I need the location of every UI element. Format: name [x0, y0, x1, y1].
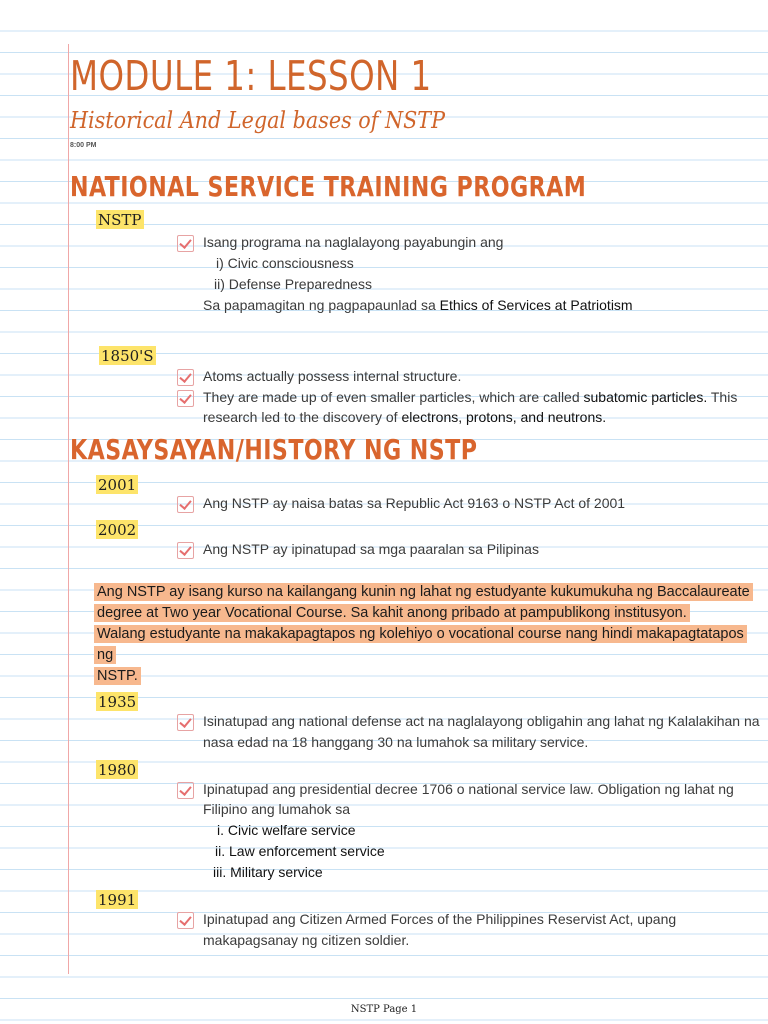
section-heading-nstp: NATIONAL SERVICE TRAINING PROGRAM [70, 170, 587, 203]
highlight-line [94, 666, 758, 687]
text-span: Sa papamagitan ng pagpapaunlad sa [203, 297, 440, 313]
tag-2001: 2001 [98, 476, 137, 494]
checked-checkbox-icon[interactable] [177, 782, 194, 799]
highlight-line [94, 624, 758, 666]
highlighted-paragraph [94, 582, 758, 687]
highlight-text: Ang NSTP ay isang kurso na kailangang kunin ng lahat ng estudyante kukumukuha ng Baccalaureate [94, 583, 753, 601]
note-text [203, 387, 737, 408]
page-subtitle: Historical And Legal bases of NSTP [70, 108, 446, 134]
highlight-line [94, 603, 758, 624]
text-span: They are made up of even smaller particles, which are called [203, 389, 584, 405]
checked-checkbox-icon[interactable] [177, 369, 194, 386]
note-subitem: ii) Defense Preparedness [214, 276, 372, 292]
checked-checkbox-icon[interactable] [177, 542, 194, 559]
page-title: MODULE 1: LESSON 1 [70, 52, 432, 100]
checked-checkbox-icon[interactable] [177, 714, 194, 731]
list-item: ii. Law enforcement service [215, 843, 385, 859]
note-subitem: i) Civic consciousness [216, 255, 354, 271]
note-text: Ang NSTP ay ipinatupad sa mga paaralan sa Pilipinas [203, 541, 539, 557]
note-text: Ang NSTP ay naisa batas sa Republic Act 9163 o NSTP Act of 2001 [203, 495, 626, 511]
emphasized-text: Ethics of Services at Patriotism [439, 297, 633, 313]
emphasized-text: electrons, protons, and neutrons. [401, 409, 607, 425]
checked-checkbox-icon[interactable] [177, 390, 194, 407]
tag-1980: 1980 [98, 761, 137, 779]
note-text: Isang programa na naglalayong payabungin ang [203, 234, 504, 250]
checked-checkbox-icon[interactable] [177, 496, 194, 513]
note-text: Ipinatupad ang Citizen Armed Forces of the Philippines Reservist Act, upang [203, 911, 677, 927]
margin-line [68, 44, 69, 974]
highlight-text: Walang estudyante na makakapagtapos ng kolehiyo o vocational course nang hindi makapagtatapos ng [94, 625, 747, 664]
timestamp: 8:00 PM [70, 142, 97, 149]
tag-2002: 2002 [98, 521, 137, 539]
text-span: research led to the discovery of [203, 409, 402, 425]
note-text: makapagsanay ng citizen soldier. [203, 932, 410, 948]
emphasized-text: subatomic particles. [583, 389, 708, 405]
note-text: Filipino ang lumahok sa [203, 801, 351, 817]
note-text [203, 295, 633, 316]
tag-nstp: NSTP [98, 211, 142, 229]
page-footer: NSTP Page 1 [350, 1004, 418, 1015]
checked-checkbox-icon[interactable] [177, 912, 194, 929]
highlight-text: degree at Two year Vocational Course. Sa kahit anong pribado at pampublikong institusyon. [94, 604, 690, 622]
list-item: iii. Military service [213, 864, 323, 880]
highlight-text: NSTP. [94, 667, 141, 685]
list-item: i. Civic welfare service [217, 822, 356, 838]
note-text: Atoms actually possess internal structure. [203, 368, 462, 384]
tag-1991: 1991 [98, 891, 137, 909]
text-span: This [707, 389, 738, 405]
tag-1935: 1935 [98, 693, 137, 711]
note-text: Ipinatupad ang presidential decree 1706 o national service law. Obligation ng lahat ng [203, 781, 734, 797]
note-text: Isinatupad ang national defense act na naglalayong obligahin ang lahat ng Kalalakihan na [203, 713, 760, 729]
tag-1850s: 1850'S [101, 347, 154, 365]
note-text: nasa edad na 18 hanggang 30 na lumahok sa military service. [203, 734, 589, 750]
checked-checkbox-icon[interactable] [177, 235, 194, 252]
note-text [203, 407, 606, 428]
highlight-line [94, 582, 758, 603]
section-heading-history: KASAYSAYAN/HISTORY NG NSTP [70, 433, 478, 466]
